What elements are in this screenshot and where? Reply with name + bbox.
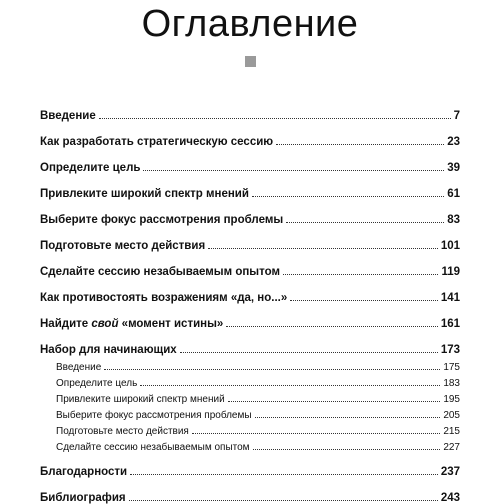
dot-leader — [228, 401, 441, 402]
toc-page-number: 83 — [447, 214, 460, 226]
toc-subentry[interactable] — [40, 362, 460, 373]
toc-subentry[interactable] — [40, 442, 460, 453]
dot-leader — [255, 417, 441, 418]
dot-leader — [104, 369, 440, 370]
toc-page-number: 39 — [447, 162, 460, 174]
toc-page-number: 237 — [440, 466, 460, 478]
dot-leader — [286, 222, 444, 223]
toc-page-number: 173 — [440, 344, 460, 356]
toc-entry-label-italic: свой — [91, 318, 119, 330]
toc-entry-label — [40, 318, 223, 330]
toc-page-number: 101 — [440, 240, 460, 252]
dot-leader — [129, 500, 438, 501]
toc-entry[interactable] — [40, 188, 460, 200]
toc-subentry[interactable] — [40, 410, 460, 421]
toc-entry[interactable] — [40, 492, 460, 504]
toc-entry[interactable] — [40, 344, 460, 356]
toc-subentry[interactable] — [40, 426, 460, 437]
toc-page-number: 227 — [443, 442, 460, 453]
dot-leader — [252, 196, 444, 197]
dot-leader — [140, 385, 440, 386]
toc-entry-label: Выберите фокус рассмотрения проблемы — [56, 410, 252, 421]
toc-entry-label: Введение — [56, 362, 102, 373]
toc-page-number: 141 — [440, 292, 460, 304]
toc-page-number: 183 — [443, 378, 460, 389]
dot-leader — [253, 449, 441, 450]
toc-entry[interactable] — [40, 292, 460, 304]
toc-entry-label: Определите цель — [40, 162, 141, 174]
dot-leader — [283, 274, 438, 275]
dot-leader — [143, 170, 444, 171]
toc-entry-label: Определите цель — [56, 378, 138, 389]
dot-leader — [276, 144, 444, 145]
toc-page-number: 119 — [441, 266, 460, 278]
toc-subentry[interactable] — [40, 394, 460, 405]
toc-entry[interactable] — [40, 162, 460, 174]
page-title: Оглавление — [141, 3, 359, 45]
toc-entry-label: Привлеките широкий спектр мнений — [40, 188, 249, 200]
toc-entry-label: Библиография — [40, 492, 126, 504]
toc-page-number: 215 — [443, 426, 460, 437]
toc-entry-label: Привлеките широкий спектр мнений — [56, 394, 225, 405]
dot-leader — [180, 352, 438, 353]
dot-leader — [290, 300, 438, 301]
toc-entry[interactable] — [40, 136, 460, 148]
dot-leader — [226, 326, 438, 327]
toc-entry-label: Подготовьте место действия — [40, 240, 206, 252]
toc-page-number: 205 — [443, 410, 460, 421]
toc-page-number: 61 — [447, 188, 460, 200]
toc-entry[interactable] — [40, 466, 460, 478]
toc-entry-label: Как противостоять возражениям «да, но...» — [40, 292, 288, 304]
toc-entry-label-part: Найдите — [40, 318, 92, 330]
dot-leader — [130, 474, 438, 475]
toc-page-number: 161 — [440, 318, 460, 330]
section-marker — [245, 56, 256, 67]
toc-entry-label: Сделайте сессию незабываемым опытом — [40, 266, 280, 278]
toc-entry-label: Набор для начинающих — [40, 344, 177, 356]
toc-entry[interactable] — [40, 214, 460, 226]
toc-entry-label: Благодарности — [40, 466, 128, 478]
toc-page-number: 243 — [440, 492, 460, 504]
dot-leader — [99, 118, 451, 119]
toc-entry-label: Введение — [40, 110, 96, 122]
toc-page-number: 23 — [447, 136, 460, 148]
toc-entry[interactable] — [40, 318, 460, 330]
toc-entry-label: Как разработать стратегическую сессию — [40, 136, 274, 148]
toc-entry-label: Выберите фокус рассмотрения проблемы — [40, 214, 284, 226]
toc-subentry[interactable] — [40, 378, 460, 389]
toc-entry-label: Сделайте сессию незабываемым опытом — [56, 442, 250, 453]
dot-leader — [192, 433, 440, 434]
toc-entry-label-part: «момент истины» — [118, 318, 224, 330]
toc-page-number: 195 — [443, 394, 460, 405]
toc-entry[interactable] — [40, 240, 460, 252]
toc-entry[interactable] — [40, 266, 460, 278]
toc-page-number: 175 — [443, 362, 460, 373]
toc-page-number: 7 — [453, 110, 460, 122]
toc-entry[interactable] — [40, 110, 460, 122]
dot-leader — [208, 248, 438, 249]
toc-entry-label: Подготовьте место действия — [56, 426, 189, 437]
